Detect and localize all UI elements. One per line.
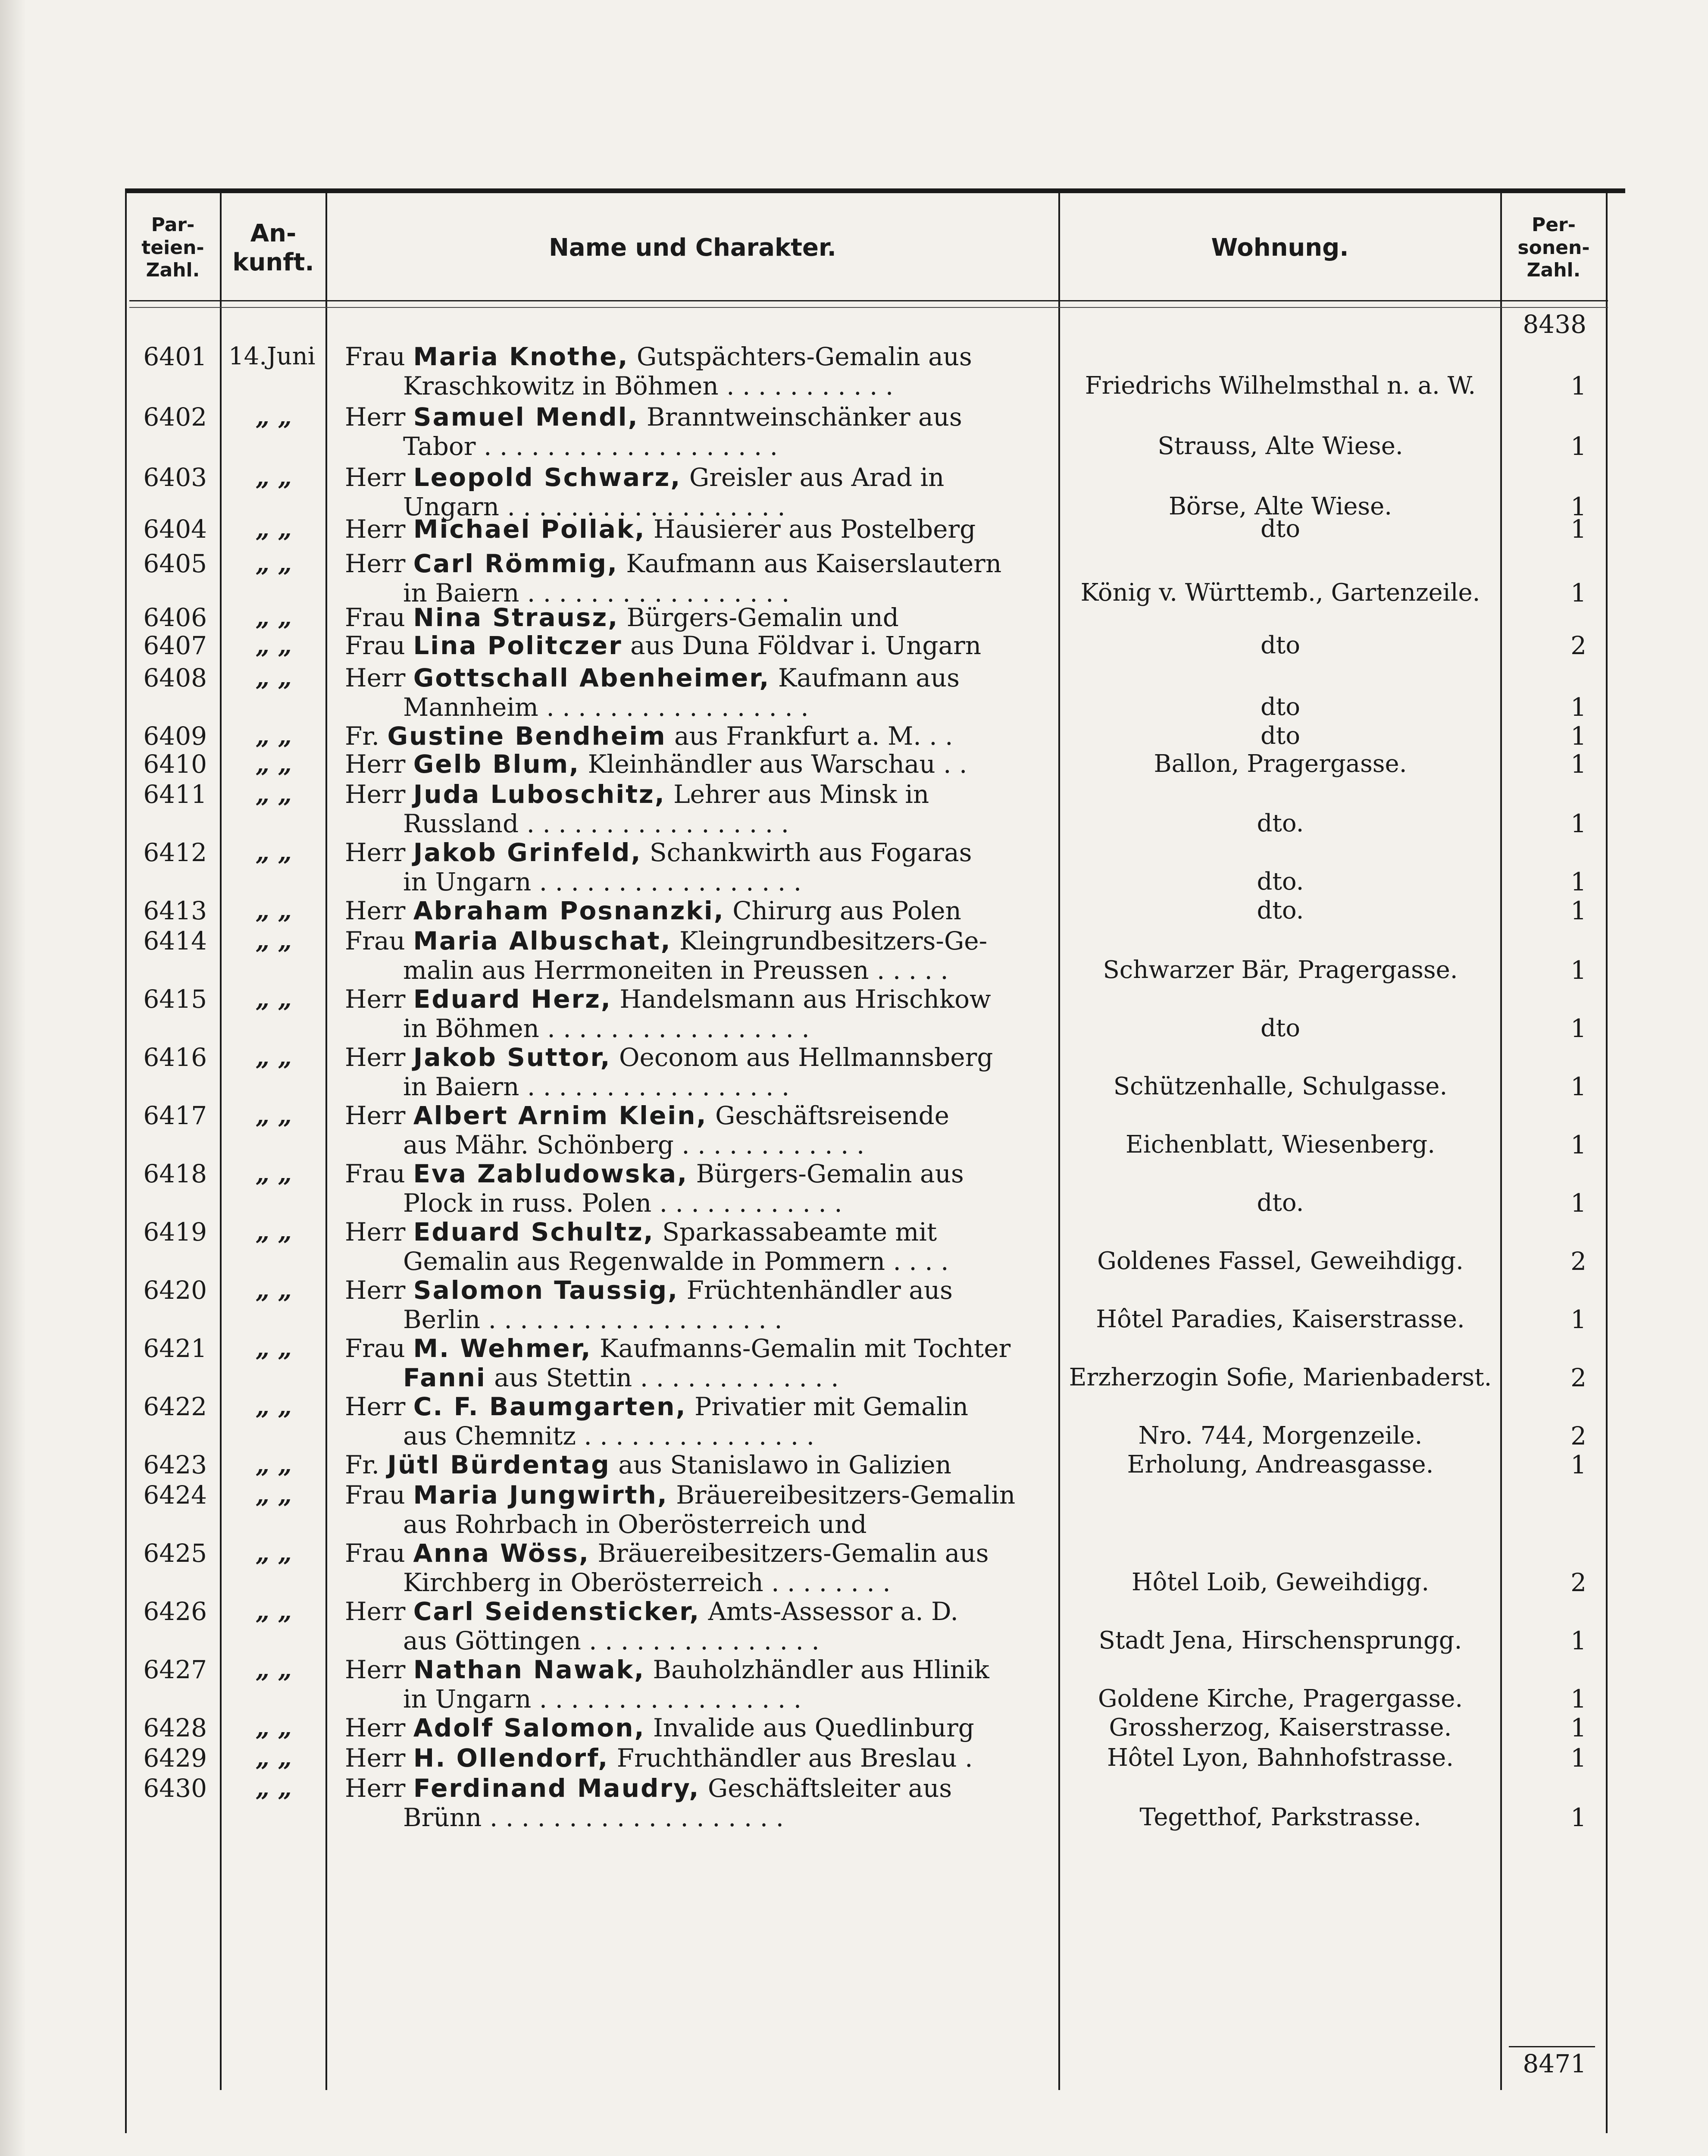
wohnung: Börse, Alte Wiese. xyxy=(1168,492,1392,520)
parteien-zahl: 6413 xyxy=(143,896,207,925)
name-und-charakter: Herr Albert Arnim Klein, Geschäftsreisende aus Mähr. Schönberg . . . . . . . . . . . . xyxy=(345,1101,949,1159)
column-divider-3 xyxy=(325,193,327,2090)
name-und-charakter: Fr. Gustine Bendheim aus Frankfurt a. M. . . xyxy=(345,721,953,751)
wohnung: Hôtel Loib, Geweihdigg. xyxy=(1131,1568,1430,1596)
personen-zahl: 2 xyxy=(1570,1421,1586,1451)
ankunft: „ „ xyxy=(256,1744,292,1772)
ankunft: „ „ xyxy=(256,927,292,955)
personen-zahl: 1 xyxy=(1570,956,1586,985)
ankunft: „ „ xyxy=(256,750,292,778)
ankunft: 14.Juni xyxy=(228,342,316,370)
header-ankunft: An- kunft. xyxy=(232,219,314,276)
name-und-charakter: Fr. Jütl Bürdentag aus Stanislawo in Galizien xyxy=(345,1450,951,1479)
name-und-charakter: Herr Carl Seidensticker, Amts-Assessor a. D. aus Göttingen . . . . . . . . . . . . . . . xyxy=(345,1597,958,1655)
wohnung: dto xyxy=(1260,1014,1301,1042)
name-und-charakter: Herr Michael Pollak, Hausierer aus Postelberg xyxy=(345,514,976,544)
person-name: Jakob Grinfeld, xyxy=(413,838,642,867)
ankunft: „ „ xyxy=(256,1597,292,1626)
ankunft: „ „ xyxy=(256,1276,292,1304)
personen-zahl: 2 xyxy=(1570,631,1586,660)
person-name: Gustine Bendheim xyxy=(387,721,666,751)
personen-zahl: 1 xyxy=(1570,1803,1586,1832)
top-rule xyxy=(125,188,1625,193)
ankunft: „ „ xyxy=(256,1392,292,1421)
name-und-charakter: Herr Carl Römmig, Kaufmann aus Kaiserslautern in Baiern . . . . . . . . . . . . . . . . . xyxy=(345,549,1002,608)
header-personen-zahl: Per- sonen- Zahl. xyxy=(1517,213,1590,282)
header-name-und-charakter: Name und Charakter. xyxy=(549,234,836,262)
final-total: 8471 xyxy=(1523,2049,1586,2078)
name-und-charakter: Herr Leopold Schwarz, Greisler aus Arad in Ungarn . . . . . . . . . . . . . . . . . . xyxy=(345,463,945,521)
ankunft: „ „ xyxy=(256,1714,292,1742)
personen-zahl: 1 xyxy=(1570,1305,1586,1334)
carry-over-total: 8438 xyxy=(1523,310,1586,339)
total-rule xyxy=(1509,2046,1595,2047)
parteien-zahl: 6404 xyxy=(143,514,207,544)
wohnung: Grossherzog, Kaiserstrasse. xyxy=(1109,1714,1452,1742)
column-divider-1 xyxy=(125,193,127,2133)
parteien-zahl: 6428 xyxy=(143,1713,207,1742)
personen-zahl: 1 xyxy=(1570,514,1586,544)
name-und-charakter: Herr Gelb Blum, Kleinhändler aus Warschau . . xyxy=(345,749,967,779)
person-name: Nathan Nawak, xyxy=(413,1655,645,1684)
person-name: Leopold Schwarz, xyxy=(413,463,682,492)
wohnung: Nro. 744, Morgenzeile. xyxy=(1138,1422,1423,1450)
ankunft: „ „ xyxy=(256,1159,292,1188)
parteien-zahl: 6407 xyxy=(143,631,207,660)
person-name: Lina Politczer xyxy=(413,631,623,660)
name-und-charakter: Herr Juda Luboschitz, Lehrer aus Minsk in Russland . . . . . . . . . . . . . . . . . xyxy=(345,780,929,838)
wohnung: Strauss, Alte Wiese. xyxy=(1157,432,1403,460)
page-edge xyxy=(0,0,26,2156)
wohnung: dto xyxy=(1260,722,1301,750)
parteien-zahl: 6419 xyxy=(143,1217,207,1247)
name-und-charakter: Herr Nathan Nawak, Bauholzhändler aus Hlinik in Ungarn . . . . . . . . . . . . . . . . . xyxy=(345,1655,989,1714)
person-name: Carl Seidensticker, xyxy=(413,1597,701,1626)
parteien-zahl: 6420 xyxy=(143,1275,207,1305)
ankunft: „ „ xyxy=(256,1774,292,1802)
ankunft: „ „ xyxy=(256,1101,292,1130)
parteien-zahl: 6416 xyxy=(143,1043,207,1072)
personen-zahl: 1 xyxy=(1570,1014,1586,1043)
name-und-charakter: Frau Lina Politczer aus Duna Földvar i. Ungarn xyxy=(345,631,982,660)
person-name: Jakob Suttor, xyxy=(413,1043,611,1072)
parteien-zahl: 6409 xyxy=(143,721,207,751)
person-name: Gottschall Abenheimer, xyxy=(413,663,770,693)
person-name: Abraham Posnanzki, xyxy=(413,896,725,925)
personen-zahl: 1 xyxy=(1570,1743,1586,1773)
column-divider-2 xyxy=(220,193,222,2090)
wohnung: dto. xyxy=(1257,809,1304,837)
name-und-charakter: Herr H. Ollendorf, Fruchthändler aus Breslau . xyxy=(345,1743,973,1773)
parteien-zahl: 6417 xyxy=(143,1101,207,1130)
name-und-charakter: Herr Adolf Salomon, Invalide aus Quedlinburg xyxy=(345,1713,974,1742)
personen-zahl: 1 xyxy=(1570,371,1586,401)
personen-zahl: 1 xyxy=(1570,693,1586,722)
name-und-charakter: Frau Nina Strausz, Bürgers-Gemalin und xyxy=(345,603,899,632)
parteien-zahl: 6408 xyxy=(143,663,207,693)
name-und-charakter: Frau Eva Zabludowska, Bürgers-Gemalin aus Plock in russ. Polen . . . . . . . . . . . . xyxy=(345,1159,964,1218)
wohnung: Schwarzer Bär, Pragergasse. xyxy=(1103,956,1458,984)
column-divider-4 xyxy=(1058,193,1060,2090)
person-name: Samuel Mendl, xyxy=(413,402,639,432)
name-und-charakter: Frau Anna Wöss, Bräuereibesitzers-Gemalin aus Kirchberg in Oberösterreich . . . . . . . . xyxy=(345,1539,989,1597)
wohnung: Tegetthof, Parkstrasse. xyxy=(1139,1803,1421,1831)
parteien-zahl: 6423 xyxy=(143,1450,207,1479)
personen-zahl: 1 xyxy=(1570,721,1586,751)
personen-zahl: 1 xyxy=(1570,1450,1586,1479)
wohnung: König v. Württemb., Gartenzeile. xyxy=(1080,579,1480,607)
ankunft: „ „ xyxy=(256,896,292,925)
ankunft: „ „ xyxy=(256,515,292,543)
ankunft: „ „ xyxy=(256,1218,292,1246)
ankunft: „ „ xyxy=(256,664,292,692)
ankunft: „ „ xyxy=(256,631,292,660)
person-name: Albert Arnim Klein, xyxy=(413,1101,707,1130)
person-name: C. F. Baumgarten, xyxy=(413,1392,687,1421)
ankunft: „ „ xyxy=(256,838,292,867)
personen-zahl: 1 xyxy=(1570,1626,1586,1655)
person-name: Gelb Blum, xyxy=(413,749,580,779)
personen-zahl: 1 xyxy=(1570,1188,1586,1218)
wohnung: dto. xyxy=(1257,868,1304,896)
ankunft: „ „ xyxy=(256,985,292,1013)
ankunft: „ „ xyxy=(256,603,292,632)
name-und-charakter: Herr Ferdinand Maudry, Geschäftsleiter aus Brünn . . . . . . . . . . . . . . . . . . . xyxy=(345,1774,952,1832)
name-und-charakter: Herr Samuel Mendl, Branntweinschänker aus Tabor . . . . . . . . . . . . . . . . . . . xyxy=(345,402,962,461)
person-name: Juda Luboschitz, xyxy=(413,780,666,809)
wohnung: Hôtel Paradies, Kaiserstrasse. xyxy=(1096,1305,1465,1333)
person-name: H. Ollendorf, xyxy=(413,1743,609,1773)
header-parteien-zahl: Par- teien- Zahl. xyxy=(141,213,204,282)
person-name: Jütl Bürdentag xyxy=(387,1450,610,1479)
personen-zahl: 1 xyxy=(1570,749,1586,779)
name-und-charakter: Herr Salomon Taussig, Früchtenhändler aus Berlin . . . . . . . . . . . . . . . . . . . xyxy=(345,1275,953,1334)
person-name: Maria Albuschat, xyxy=(413,926,672,956)
ankunft: „ „ xyxy=(256,1655,292,1684)
header-rule xyxy=(129,300,1608,301)
person-name: Eduard Schultz, xyxy=(413,1217,654,1247)
personen-zahl: 2 xyxy=(1570,1247,1586,1276)
name-und-charakter: Frau Maria Jungwirth, Bräuereibesitzers-Gemalin aus Rohrbach in Oberösterreich und xyxy=(345,1480,1016,1539)
parteien-zahl: 6402 xyxy=(143,402,207,432)
parteien-zahl: 6418 xyxy=(143,1159,207,1188)
personen-zahl: 1 xyxy=(1570,578,1586,608)
ankunft: „ „ xyxy=(256,1481,292,1509)
personen-zahl: 1 xyxy=(1570,809,1586,838)
name-und-charakter: Frau M. Wehmer, Kaufmanns-Gemalin mit Tochter Fanni aus Stettin . . . . . . . . . . . . . xyxy=(345,1334,1011,1392)
wohnung: Schützenhalle, Schulgasse. xyxy=(1113,1072,1448,1100)
personen-zahl: 1 xyxy=(1570,432,1586,461)
parteien-zahl: 6427 xyxy=(143,1655,207,1684)
parteien-zahl: 6406 xyxy=(143,603,207,632)
personen-zahl: 2 xyxy=(1570,1568,1586,1597)
wohnung: Erzherzogin Sofie, Marienbaderst. xyxy=(1069,1363,1492,1391)
person-name: Michael Pollak, xyxy=(413,514,646,544)
wohnung: Hôtel Lyon, Bahnhofstrasse. xyxy=(1107,1744,1454,1772)
person-name: Eduard Herz, xyxy=(413,984,612,1014)
parteien-zahl: 6424 xyxy=(143,1480,207,1510)
parteien-zahl: 6410 xyxy=(143,749,207,779)
name-und-charakter: Herr Jakob Suttor, Oeconom aus Hellmannsberg in Baiern . . . . . . . . . . . . . . . . . xyxy=(345,1043,993,1101)
wohnung: Friedrichs Wilhelmsthal n. a. W. xyxy=(1085,372,1476,400)
parteien-zahl: 6411 xyxy=(143,780,207,809)
parteien-zahl: 6422 xyxy=(143,1392,207,1421)
wohnung: dto xyxy=(1260,515,1301,543)
ankunft: „ „ xyxy=(256,1539,292,1567)
personen-zahl: 1 xyxy=(1570,896,1586,925)
personen-zahl: 1 xyxy=(1570,1130,1586,1159)
ankunft: „ „ xyxy=(256,463,292,492)
name-und-charakter: Frau Maria Albuschat, Kleingrundbesitzers-Ge- malin aus Herrmoneiten in Preussen . . . . . xyxy=(345,926,988,985)
column-divider-5 xyxy=(1500,193,1502,2090)
ankunft: „ „ xyxy=(256,780,292,808)
ankunft: „ „ xyxy=(256,549,292,578)
name-und-charakter: Herr Jakob Grinfeld, Schankwirth aus Fogaras in Ungarn . . . . . . . . . . . . . . . . . xyxy=(345,838,972,896)
personen-zahl: 1 xyxy=(1570,1072,1586,1101)
wohnung: dto xyxy=(1260,693,1301,721)
person-name: Eva Zabludowska, xyxy=(413,1159,688,1188)
name-und-charakter: Herr Eduard Herz, Handelsmann aus Hrischkow in Böhmen . . . . . . . . . . . . . . . . . xyxy=(345,984,991,1043)
ankunft: „ „ xyxy=(256,1451,292,1479)
person-name: Salomon Taussig, xyxy=(413,1275,679,1305)
parteien-zahl: 6403 xyxy=(143,463,207,492)
wohnung: Goldenes Fassel, Geweihdigg. xyxy=(1097,1247,1464,1275)
wohnung: Eichenblatt, Wiesenberg. xyxy=(1125,1131,1436,1159)
person-name: Maria Jungwirth, xyxy=(413,1480,668,1510)
ankunft: „ „ xyxy=(256,722,292,750)
parteien-zahl: 6425 xyxy=(143,1539,207,1568)
person-name: Adolf Salomon, xyxy=(413,1713,645,1742)
parteien-zahl: 6412 xyxy=(143,838,207,867)
personen-zahl: 1 xyxy=(1570,492,1586,521)
person-name: M. Wehmer, xyxy=(413,1334,592,1363)
wohnung: Erholung, Andreasgasse. xyxy=(1127,1451,1434,1479)
parteien-zahl: 6429 xyxy=(143,1743,207,1773)
personen-zahl: 2 xyxy=(1570,1363,1586,1392)
person-name: Nina Strausz, xyxy=(413,603,619,632)
parteien-zahl: 6414 xyxy=(143,926,207,956)
wohnung: dto xyxy=(1260,631,1301,659)
name-und-charakter: Frau Maria Knothe, Gutspächters-Gemalin aus Kraschkowitz in Böhmen . . . . . . . . . . . xyxy=(345,342,972,401)
name-und-charakter: Herr Gottschall Abenheimer, Kaufmann aus Mannheim . . . . . . . . . . . . . . . . . xyxy=(345,663,960,722)
parteien-zahl: 6430 xyxy=(143,1774,207,1803)
wohnung: dto. xyxy=(1257,896,1304,924)
header-rule-double xyxy=(129,307,1608,308)
name-und-charakter: Herr C. F. Baumgarten, Privatier mit Gemalin aus Chemnitz . . . . . . . . . . . . . . . xyxy=(345,1392,969,1451)
parteien-zahl: 6415 xyxy=(143,984,207,1014)
person-name: Ferdinand Maudry, xyxy=(413,1774,700,1803)
person-name: Maria Knothe, xyxy=(413,342,629,371)
header-wohnung: Wohnung. xyxy=(1211,234,1349,262)
person-name: Carl Römmig, xyxy=(413,549,618,578)
ankunft: „ „ xyxy=(256,403,292,431)
wohnung: dto. xyxy=(1257,1189,1304,1217)
wohnung: Ballon, Pragergasse. xyxy=(1154,750,1407,778)
personen-zahl: 1 xyxy=(1570,1684,1586,1714)
name-und-charakter: Herr Abraham Posnanzki, Chirurg aus Polen xyxy=(345,896,961,925)
personen-zahl: 1 xyxy=(1570,1713,1586,1742)
name-und-charakter: Herr Eduard Schultz, Sparkassabeamte mit Gemalin aus Regenwalde in Pommern . . . . xyxy=(345,1217,949,1276)
ankunft: „ „ xyxy=(256,1334,292,1363)
parteien-zahl: 6401 xyxy=(143,342,207,371)
parteien-zahl: 6426 xyxy=(143,1597,207,1626)
parteien-zahl: 6405 xyxy=(143,549,207,578)
personen-zahl: 1 xyxy=(1570,867,1586,896)
column-divider-6 xyxy=(1606,193,1608,2133)
parteien-zahl: 6421 xyxy=(143,1334,207,1363)
ankunft: „ „ xyxy=(256,1043,292,1072)
wohnung: Stadt Jena, Hirschensprungg. xyxy=(1098,1626,1462,1655)
wohnung: Goldene Kirche, Pragergasse. xyxy=(1098,1685,1463,1713)
person-name: Anna Wöss, xyxy=(413,1539,590,1568)
